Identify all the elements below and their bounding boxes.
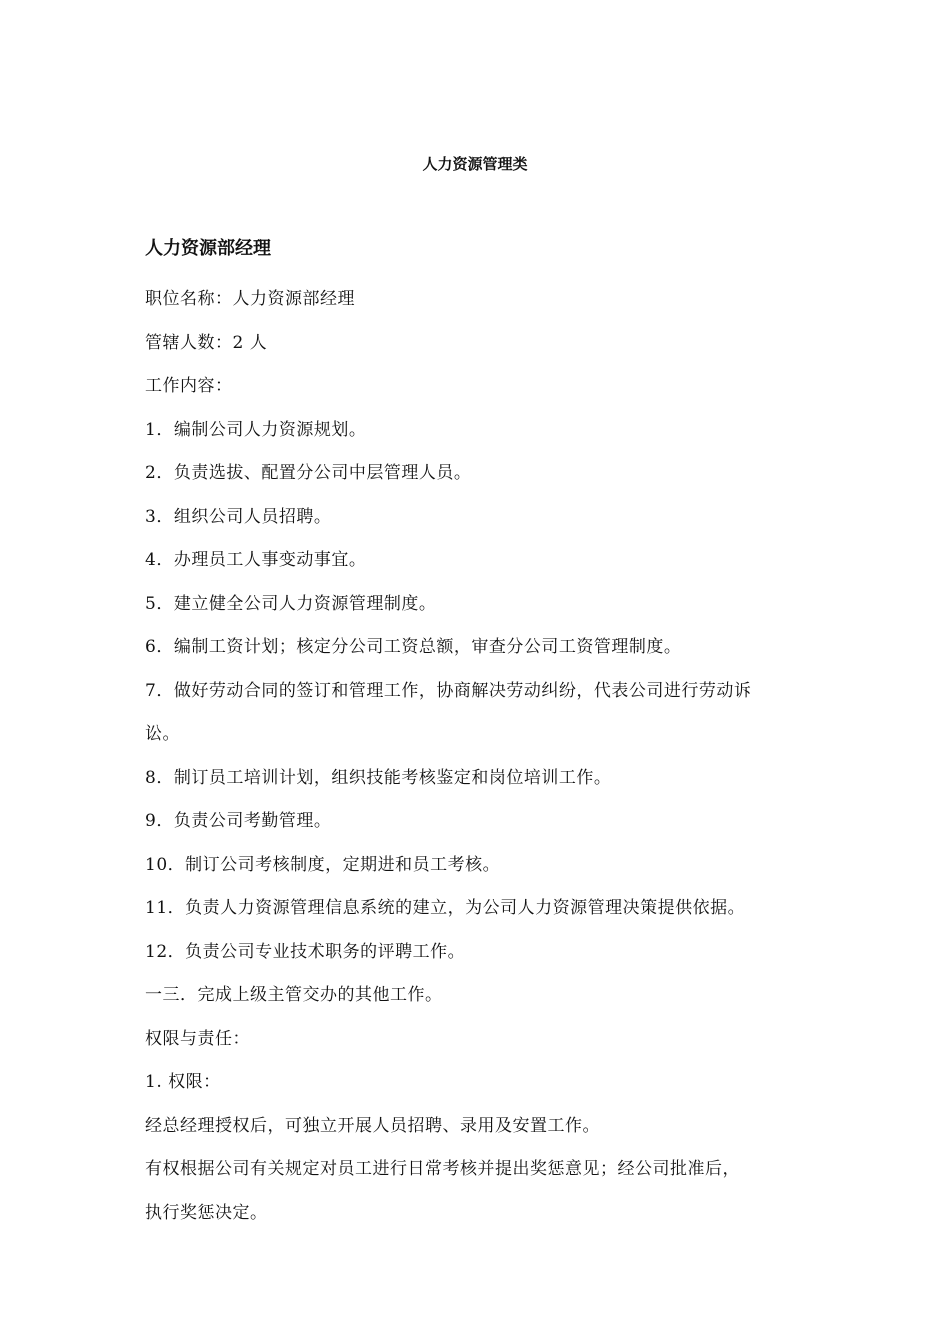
duty-item: 11．负责人力资源管理信息系统的建立，为公司人力资源管理决策提供依据。	[145, 898, 746, 918]
authority-responsibility-label: 权限与责任：	[145, 1028, 250, 1049]
authority-item: 有权根据公司有关规定对员工进行日常考核并提出奖惩意见；经公司批准后，	[145, 1159, 740, 1179]
document-body	[145, 278, 810, 1235]
authority-item: 经总经理授权后，可独立开展人员招聘、录用及安置工作。	[145, 1115, 600, 1136]
duty-item: 3．组织公司人员招聘。	[145, 506, 332, 527]
document-title: 人力资源管理类	[422, 155, 528, 173]
duty-item-continuation: 讼。	[145, 724, 180, 744]
section-heading: 人力资源部经理	[145, 238, 271, 259]
field-job-content-label: 工作内容：	[145, 376, 233, 396]
duty-item: 9．负责公司考勤管理。	[145, 811, 332, 831]
authority-subheading: 1. 权限：	[145, 1072, 221, 1092]
duty-item: 12．负责公司专业技术职务的评聘工作。	[145, 941, 466, 962]
authority-item-continuation: 执行奖惩决定。	[145, 1202, 268, 1223]
duty-item: 一三．完成上级主管交办的其他工作。	[145, 985, 443, 1005]
field-headcount: 管辖人数：2 人	[145, 332, 268, 353]
duty-item: 5．建立健全公司人力资源管理制度。	[145, 593, 437, 614]
duty-item: 8．制订员工培训计划，组织技能考核鉴定和岗位培训工作。	[145, 767, 612, 788]
duty-item: 7．做好劳动合同的签订和管理工作，协商解决劳动纠纷，代表公司进行劳动诉	[145, 680, 752, 701]
duty-item: 10．制订公司考核制度，定期进和员工考核。	[145, 854, 501, 875]
duty-item: 2．负责选拔、配置分公司中层管理人员。	[145, 463, 472, 483]
duty-item: 4．办理员工人事变动事宜。	[145, 550, 367, 570]
field-position-name: 职位名称：人力资源部经理	[145, 289, 355, 309]
duty-item: 6．编制工资计划；核定分公司工资总额，审查分公司工资管理制度。	[145, 637, 682, 657]
duty-item: 1．编制公司人力资源规划。	[145, 419, 367, 440]
